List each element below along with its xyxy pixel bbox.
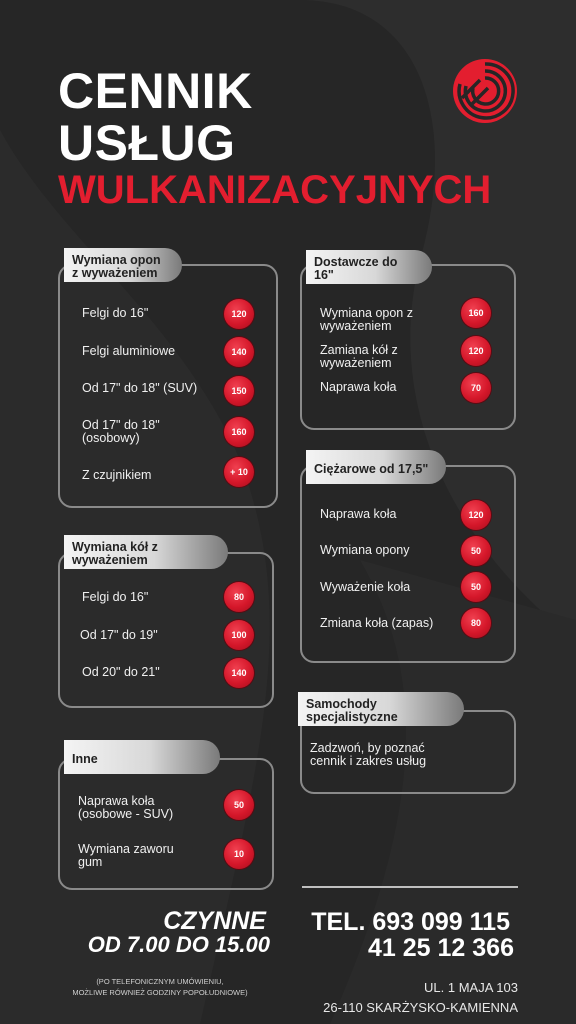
price-badge: 10 [224,839,254,869]
title-line-1: CENNIK [58,63,253,119]
row-label: Zmiana koła (zapas) [320,616,434,630]
row-label: Z czujnikiem [82,468,152,482]
price-badge: 160 [224,417,254,447]
price-badge: 80 [461,608,491,638]
row-label: Naprawa koła (osobowe - SUV) [78,794,174,821]
row-label: Wymiana opony [320,543,410,557]
price-badge: 140 [224,337,254,367]
tag-ciezarowe: Ciężarowe od 17,5" [306,450,446,484]
price-badge: 160 [461,298,491,328]
address-line-1: UL. 1 MAJA 103 [424,980,518,995]
row-label: Felgi do 16" [82,306,149,320]
opening-hours-line-1: CZYNNE [163,907,266,935]
price-badge: + 10 [224,457,254,487]
price-badge: 50 [224,790,254,820]
phone-line-2: 41 25 12 366 [368,934,514,962]
price-badge: 150 [224,376,254,406]
row-label: Wymiana opon z wyważeniem [320,306,413,333]
tag-wymiana-kol: Wymiana kół z wyważeniem [64,535,228,569]
spiral-tire-logo-icon [452,58,518,124]
appointment-note-line-1: (PO TELEFONICZNYM UMÓWIENIU, [96,977,224,986]
appointment-note-line-2: MOŻLIWE RÓWNIEŻ GODZINY POPOŁUDNIOWE) [72,988,248,997]
price-badge: 80 [224,582,254,612]
row-label: Od 20" do 21" [82,665,160,679]
price-badge: 70 [461,373,491,403]
price-badge: 50 [461,572,491,602]
price-badge: 120 [461,500,491,530]
phone-line-1: TEL. 693 099 115 [311,908,510,936]
footer-divider [302,886,518,888]
tag-dostawcze: Dostawcze do 16" [306,250,432,284]
row-label: Od 17" do 18" (osobowy) [82,418,160,445]
row-label: Naprawa koła [320,507,397,521]
row-label: Zamiana kół z wyważeniem [320,343,398,370]
title-line-2: USŁUG [58,115,236,171]
price-badge: 50 [461,536,491,566]
price-badge: 140 [224,658,254,688]
price-badge: 120 [461,336,491,366]
specjalistyczne-text: Zadzwoń, by poznać cennik i zakres usług [310,741,427,768]
card-inne [58,758,274,890]
opening-hours-line-2: OD 7.00 DO 15.00 [87,932,270,957]
title-line-3: WULKANIZACYJNYCH [58,168,492,212]
price-badge: 120 [224,299,254,329]
row-label: Felgi do 16" [82,590,149,604]
tag-wymiana-opon: Wymiana opon z wyważeniem [64,248,182,282]
row-label: Naprawa koła [320,380,397,394]
row-label: Od 17" do 19" [80,628,158,642]
row-label: Wyważenie koła [320,580,411,594]
row-label: Wymiana zaworu gum [78,842,174,869]
row-label: Od 17" do 18" (SUV) [82,381,198,395]
price-badge: 100 [224,620,254,650]
address-line-2: 26-110 SKARŻYSKO-KAMIENNA [323,1000,518,1015]
tag-inne: Inne [64,740,220,774]
row-label: Felgi aluminiowe [82,344,176,358]
tag-specjalistyczne: Samochody specjalistyczne [298,692,464,726]
